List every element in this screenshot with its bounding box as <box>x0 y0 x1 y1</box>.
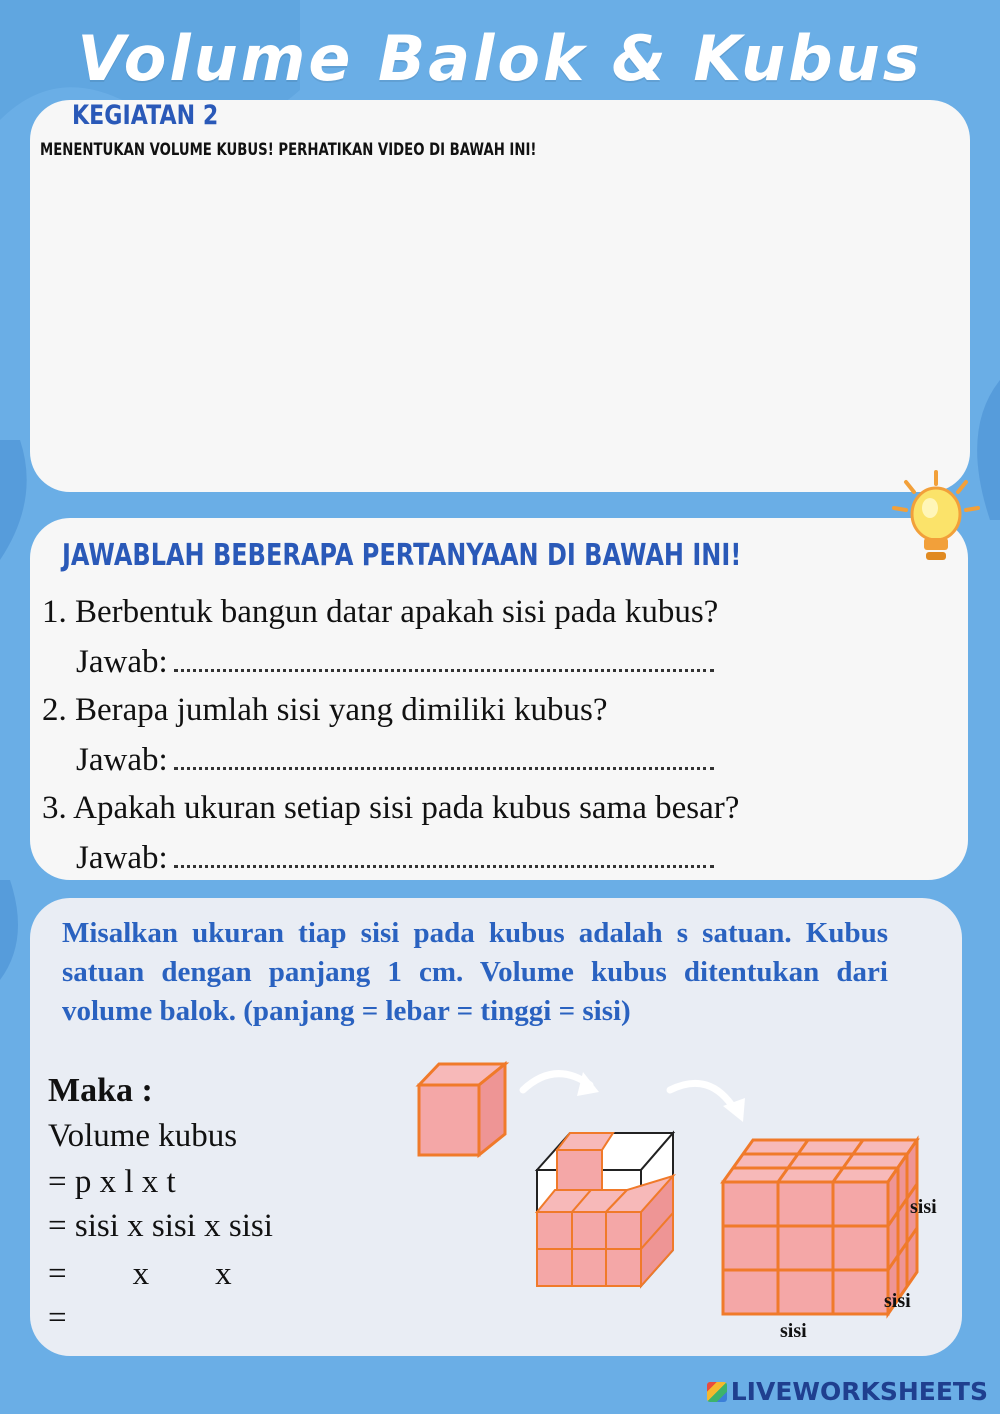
question-1: 1. Berbentuk bangun datar apakah sisi pada kubus? <box>42 594 719 630</box>
formula-line-3: = sisi x sisi x sisi <box>48 1208 273 1244</box>
lightbulb-icon <box>888 468 984 578</box>
question-3: 3. Apakah ukuran setiap sisi pada kubus sama besar? <box>42 790 740 826</box>
cube-label-width: sisi <box>780 1320 807 1342</box>
answer-line[interactable] <box>174 647 714 672</box>
video-instruction: MENENTUKAN VOLUME KUBUS! PERHATIKAN VIDEO DI BAWAH INI! <box>40 140 537 160</box>
maka-label: Maka : <box>48 1072 153 1109</box>
formula-line-4: = x x <box>48 1256 232 1292</box>
full-cube <box>723 1140 917 1314</box>
partial-cube <box>537 1133 673 1286</box>
formula-line-1: Volume kubus <box>48 1118 238 1154</box>
cube-label-height: sisi <box>910 1196 937 1218</box>
answer-1[interactable] <box>76 644 714 681</box>
answer-3[interactable] <box>76 840 714 877</box>
formula-line-2: = p x l x t <box>48 1164 176 1200</box>
answer-label: Jawab: <box>76 840 168 876</box>
answer-label: Jawab: <box>76 644 168 680</box>
page-title: Volume Balok & Kubus <box>77 22 923 95</box>
questions-heading: JAWABLAH BEBERAPA PERTANYAAN DI BAWAH INI! <box>62 538 742 573</box>
answer-label: Jawab: <box>76 742 168 778</box>
liveworksheets-logo-icon <box>707 1382 727 1402</box>
cube-illustration <box>405 1050 965 1350</box>
formula-line-5: = <box>48 1300 67 1336</box>
watermark-text: LIVEWORKSHEETS <box>730 1377 988 1406</box>
answer-line[interactable] <box>174 843 714 868</box>
question-2: 2. Berapa jumlah sisi yang dimiliki kubus? <box>42 692 608 728</box>
unit-cube <box>419 1064 505 1155</box>
cube-label-depth: sisi <box>884 1290 911 1312</box>
liveworksheets-logo <box>707 1377 988 1406</box>
answer-line[interactable] <box>174 745 714 770</box>
answer-2[interactable] <box>76 742 714 779</box>
explanation-paragraph: Misalkan ukuran tiap sisi pada kubus adalah s satuan. Kubus satuan dengan panjang 1 cm. Volume kubus ditentukan dari volume balok. (panjang = lebar = tinggi = sisi) <box>62 917 888 1027</box>
activity-heading: KEGIATAN 2 <box>72 100 219 131</box>
